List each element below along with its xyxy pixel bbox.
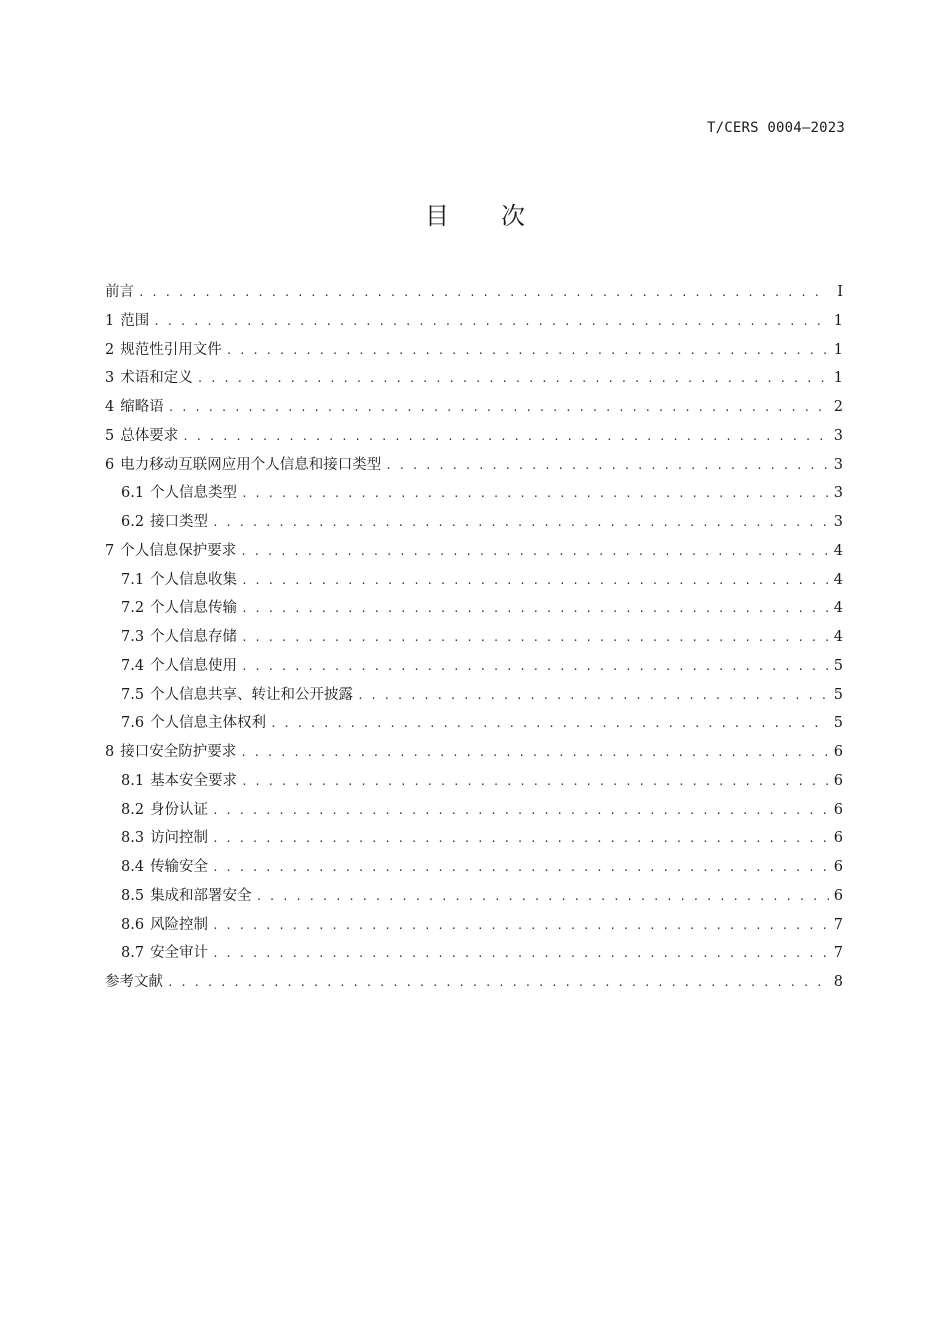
toc-entry-page: 7 (833, 945, 843, 962)
toc-entry[interactable] (105, 278, 843, 307)
toc-entry-label: 个人信息存储 (150, 629, 238, 645)
toc-entry[interactable] (105, 508, 843, 537)
toc-entry-number: 8.3 (121, 830, 145, 847)
toc-entry-label: 个人信息收集 (150, 571, 238, 588)
toc-entry-page: 6 (833, 744, 843, 760)
toc-entry-label: 个人信息共享、转让和公开披露 (150, 686, 354, 703)
toc-entry[interactable] (105, 307, 843, 336)
toc-entry-label: 范围 (120, 312, 150, 329)
toc-entry[interactable] (105, 422, 843, 451)
toc-entry-label: 总体要求 (120, 427, 179, 444)
dot-leader (270, 710, 829, 739)
dot-leader (240, 538, 829, 567)
toc-entry-number: 7 (105, 542, 115, 559)
toc-entry-page: 3 (833, 485, 843, 502)
dot-leader (212, 825, 829, 854)
dot-leader (241, 653, 829, 682)
toc-entry-number: 8.4 (121, 859, 145, 875)
toc-entry-page: 5 (833, 715, 843, 732)
dot-leader (241, 567, 829, 596)
toc-entry-page: 6 (833, 772, 843, 789)
toc-entry-number: 8 (105, 744, 115, 760)
toc-entry[interactable] (105, 623, 843, 652)
toc-entry-page: 7 (833, 916, 843, 933)
dot-leader (182, 423, 829, 452)
toc-entry[interactable] (105, 393, 843, 422)
dot-leader (241, 480, 829, 509)
toc-entry-label: 电力移动互联网应用个人信息和接口类型 (120, 456, 382, 473)
toc-entry-label: 基本安全要求 (150, 772, 238, 789)
toc-entry[interactable] (105, 537, 843, 566)
toc-entry-page: 4 (833, 600, 843, 617)
toc-entry-number: 7.4 (121, 657, 145, 674)
toc-entry[interactable] (105, 796, 843, 825)
toc-entry-number: 5 (105, 427, 115, 444)
toc-entry[interactable] (105, 451, 843, 480)
toc-entry[interactable] (105, 566, 843, 595)
dot-leader (241, 768, 829, 797)
toc-entry[interactable] (105, 336, 843, 365)
toc-entry-label: 个人信息类型 (150, 485, 238, 502)
toc-entry-page: I (837, 284, 843, 300)
toc-entry-number: 8.1 (121, 772, 145, 789)
toc-entry-label: 个人信息保护要求 (120, 542, 237, 559)
toc-entry[interactable] (105, 911, 843, 940)
toc-entry-label: 规范性引用文件 (120, 341, 222, 358)
toc-entry-label: 个人信息传输 (150, 600, 238, 617)
toc-entry-page: 8 (833, 974, 843, 990)
toc-entry-number: 7.1 (121, 571, 145, 588)
toc-entry-page: 3 (833, 514, 843, 530)
toc-entry-label: 前言 (105, 284, 134, 300)
toc-entry-label: 身份认证 (150, 801, 209, 818)
dot-leader (385, 452, 829, 481)
dot-leader (168, 394, 829, 423)
toc-entry[interactable] (105, 939, 843, 968)
toc-entry-page: 1 (833, 370, 843, 387)
toc-entry[interactable] (105, 364, 843, 393)
page-title: 目次 (425, 202, 577, 230)
toc-entry-page: 6 (833, 830, 843, 847)
toc-entry-label: 安全审计 (150, 945, 209, 962)
toc-entry-number: 7.5 (121, 686, 145, 703)
toc-entry-page: 6 (833, 859, 843, 875)
toc-entry-label: 参考文献 (105, 974, 163, 990)
toc-entry-page: 3 (833, 427, 843, 444)
toc-entry-number: 4 (105, 399, 115, 415)
toc-entry-label: 集成和部署安全 (150, 887, 252, 904)
toc-entry-number: 7.3 (121, 629, 145, 645)
toc-entry-number: 7.6 (121, 715, 145, 732)
toc-entry-number: 2 (105, 341, 115, 358)
dot-leader (212, 854, 829, 883)
toc-entry[interactable] (105, 652, 843, 681)
document-code: T/CERS 0004—2023 (706, 120, 845, 136)
toc-entry-label: 缩略语 (120, 399, 164, 415)
toc-entry-number: 7.2 (121, 600, 145, 617)
dot-leader (138, 279, 829, 308)
toc-entry[interactable] (105, 479, 843, 508)
toc-entry[interactable] (105, 709, 843, 738)
toc-entry-number: 8.5 (121, 887, 145, 904)
toc-entry-number: 1 (105, 312, 115, 329)
toc-entry[interactable] (105, 853, 843, 882)
dot-leader (197, 365, 829, 394)
dot-leader (256, 883, 829, 912)
toc-entry-number: 6.2 (121, 514, 145, 530)
toc-entry-number: 8.2 (121, 801, 145, 818)
toc-entry-number: 8.6 (121, 916, 145, 933)
dot-leader (226, 337, 829, 366)
toc-entry-number: 8.7 (121, 945, 145, 962)
toc-entry[interactable] (105, 882, 843, 911)
toc-entry[interactable] (105, 824, 843, 853)
dot-leader (240, 739, 829, 768)
toc-entry-page: 3 (833, 456, 843, 473)
toc-entry[interactable] (105, 681, 843, 710)
toc-entry[interactable] (105, 767, 843, 796)
dot-leader (212, 912, 829, 941)
toc-entry-label: 接口安全防护要求 (120, 744, 237, 760)
toc-entry-page: 4 (833, 629, 843, 645)
dot-leader (357, 682, 829, 711)
toc-entry-page: 5 (833, 657, 843, 674)
dot-leader (212, 509, 829, 538)
toc-entry-page: 5 (833, 686, 843, 703)
toc-entry-label: 风险控制 (150, 916, 209, 933)
toc-entry[interactable] (105, 968, 843, 997)
toc-entry-page: 4 (833, 571, 843, 588)
toc-entry-page: 1 (833, 341, 843, 358)
dot-leader (241, 595, 829, 624)
toc-entry[interactable] (105, 738, 843, 767)
toc-entry-page: 1 (833, 312, 843, 329)
toc-entry-page: 4 (833, 542, 843, 559)
toc-entry-page: 6 (833, 887, 843, 904)
toc-entry-number: 6.1 (121, 485, 145, 502)
toc-entry-number: 3 (105, 370, 115, 387)
toc-entry-label: 个人信息使用 (150, 657, 238, 674)
toc-entry-page: 2 (833, 399, 843, 415)
toc-entry-label: 接口类型 (150, 514, 209, 530)
toc-entry-label: 术语和定义 (120, 370, 193, 387)
toc-entry-label: 访问控制 (150, 830, 209, 847)
dot-leader (212, 797, 829, 826)
dot-leader (167, 969, 829, 998)
toc-entry-label: 传输安全 (150, 859, 209, 875)
toc-entry-label: 个人信息主体权利 (150, 715, 267, 732)
toc-entry-number: 6 (105, 456, 115, 473)
toc-entry-page: 6 (833, 801, 843, 818)
toc-entry[interactable] (105, 594, 843, 623)
dot-leader (241, 624, 829, 653)
dot-leader (153, 308, 829, 337)
dot-leader (212, 940, 829, 969)
table-of-contents (105, 278, 843, 997)
